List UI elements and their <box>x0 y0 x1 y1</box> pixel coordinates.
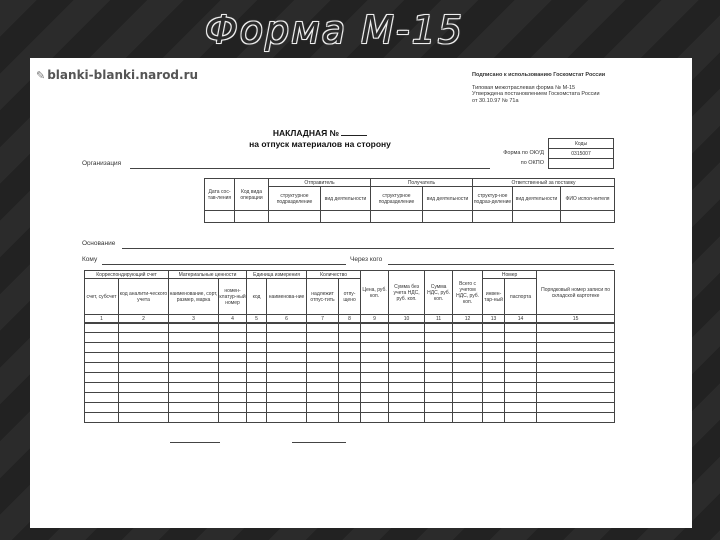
table-cell <box>307 353 339 363</box>
group-sender: Отправитель <box>269 179 371 187</box>
col-to-release: надлежит отпус-тить <box>307 279 339 315</box>
table-cell <box>505 343 537 353</box>
table-cell <box>119 353 169 363</box>
column-number: 9 <box>361 315 389 324</box>
cell-empty <box>513 211 561 223</box>
col-name: наименование, сорт, размер, марка <box>169 279 219 315</box>
table-cell <box>85 403 119 413</box>
col-total: Всего с учетом НДС, руб. коп. <box>453 271 483 315</box>
via-label: Через кого <box>350 256 383 263</box>
group-responsible: Ответственный за поставку <box>473 179 615 187</box>
table-cell <box>483 363 505 373</box>
table-cell <box>85 393 119 403</box>
table-row <box>85 383 615 393</box>
cell-empty <box>235 211 269 223</box>
table-cell <box>247 323 267 333</box>
column-number: 3 <box>169 315 219 324</box>
table-row <box>85 393 615 403</box>
table-row <box>85 413 615 423</box>
col-resp-executor: ФИО испол-нителя <box>561 187 615 211</box>
cell-empty <box>473 211 513 223</box>
via-line <box>388 264 614 265</box>
slide-title: Форма М-15 <box>205 8 464 52</box>
table-cell <box>361 353 389 363</box>
table-row <box>85 323 615 333</box>
table-cell <box>361 413 389 423</box>
table-cell <box>267 413 307 423</box>
table-cell <box>361 363 389 373</box>
group-unit: Единица измерения <box>247 271 307 279</box>
table-row <box>85 403 615 413</box>
table-cell <box>339 383 361 393</box>
cell-empty <box>205 211 235 223</box>
col-sum-no-vat: Сумма без учета НДС, руб. коп. <box>389 271 425 315</box>
total-line-qty <box>292 442 346 443</box>
codes-header: Коды <box>549 139 614 149</box>
table-cell <box>361 343 389 353</box>
table-row <box>85 343 615 353</box>
form-title <box>230 128 410 138</box>
approval-block <box>472 72 687 104</box>
table-cell <box>505 393 537 403</box>
table-cell <box>169 373 219 383</box>
col-passport: паспорта <box>505 279 537 315</box>
col-receiver-activity: вид деятельности <box>423 187 473 211</box>
table-cell <box>119 343 169 353</box>
table-cell <box>219 353 247 363</box>
table-cell <box>537 353 615 363</box>
table-cell <box>267 373 307 383</box>
okpo-value <box>549 159 614 169</box>
col-unit-name: наименова-ние <box>267 279 307 315</box>
column-number: 6 <box>267 315 307 324</box>
table-cell <box>453 363 483 373</box>
table-cell <box>307 373 339 383</box>
table-cell <box>219 393 247 403</box>
table-cell <box>453 393 483 403</box>
table-cell <box>85 363 119 373</box>
table-cell <box>389 413 425 423</box>
col-released: отпу-щено <box>339 279 361 315</box>
table-cell <box>85 383 119 393</box>
table-cell <box>85 353 119 363</box>
table-cell <box>339 323 361 333</box>
table-cell <box>219 413 247 423</box>
table-cell <box>119 403 169 413</box>
table-cell <box>339 373 361 383</box>
okud-value: 0315007 <box>549 149 614 159</box>
table-cell <box>389 373 425 383</box>
table-cell <box>169 393 219 403</box>
table-cell <box>267 323 307 333</box>
col-account: счет, субсчет <box>85 279 119 315</box>
table-cell <box>339 353 361 363</box>
table-cell <box>361 383 389 393</box>
to-line <box>102 264 346 265</box>
column-number: 8 <box>339 315 361 324</box>
table-cell <box>219 333 247 343</box>
table-cell <box>453 323 483 333</box>
cell-empty <box>561 211 615 223</box>
table-cell <box>537 403 615 413</box>
table-cell <box>537 343 615 353</box>
table-cell <box>483 353 505 363</box>
table-cell <box>169 363 219 373</box>
col-resp-activity: вид деятельности <box>513 187 561 211</box>
table-cell <box>267 403 307 413</box>
table-cell <box>361 393 389 403</box>
table-cell <box>389 353 425 363</box>
column-number: 15 <box>537 315 615 324</box>
table-cell <box>119 383 169 393</box>
basis-line <box>122 248 614 249</box>
table-cell <box>483 383 505 393</box>
table-cell <box>119 393 169 403</box>
table-cell <box>307 333 339 343</box>
table-cell <box>389 383 425 393</box>
table-cell <box>505 353 537 363</box>
table-cell <box>219 363 247 373</box>
table-cell <box>453 353 483 363</box>
table-cell <box>389 323 425 333</box>
table-cell <box>85 343 119 353</box>
table-cell <box>169 383 219 393</box>
table-cell <box>483 333 505 343</box>
table-cell <box>339 343 361 353</box>
table-cell <box>361 373 389 383</box>
approval-line: Типовая межотраслевая форма № М-15 <box>472 84 576 91</box>
table-cell <box>267 393 307 403</box>
approval-line: Подписано к использованию Госкомстат России <box>472 72 606 78</box>
col-resp-structural: структур-ное подраз-деление <box>473 187 513 211</box>
table-cell <box>85 373 119 383</box>
organization-label: Организация <box>82 160 122 167</box>
table-cell <box>247 333 267 343</box>
table-cell <box>339 393 361 403</box>
table-cell <box>169 333 219 343</box>
table-cell <box>307 343 339 353</box>
table-cell <box>425 343 453 353</box>
table-cell <box>537 393 615 403</box>
table-cell <box>505 403 537 413</box>
table-cell <box>453 383 483 393</box>
table-cell <box>505 413 537 423</box>
table-cell <box>169 403 219 413</box>
table-cell <box>339 413 361 423</box>
table-cell <box>307 393 339 403</box>
table-cell <box>307 363 339 373</box>
cell-empty <box>423 211 473 223</box>
column-number: 7 <box>307 315 339 324</box>
table-cell <box>389 363 425 373</box>
table-cell <box>247 383 267 393</box>
table-cell <box>119 363 169 373</box>
table-cell <box>339 363 361 373</box>
pen-icon: ✎ <box>36 69 46 82</box>
column-number: 11 <box>425 315 453 324</box>
table-cell <box>483 373 505 383</box>
table-row <box>85 373 615 383</box>
table-cell <box>307 413 339 423</box>
table-row <box>85 363 615 373</box>
table-cell <box>119 333 169 343</box>
okud-label: Форма по ОКУД <box>503 150 544 156</box>
column-number: 4 <box>219 315 247 324</box>
group-quantity: Количество <box>307 271 361 279</box>
approval-line: Утверждена постановлением Госкомстата России <box>472 91 600 97</box>
column-number: 1 <box>85 315 119 324</box>
table-cell <box>425 353 453 363</box>
table-cell <box>453 413 483 423</box>
table-cell <box>85 333 119 343</box>
total-line-name <box>170 442 220 443</box>
organization-line <box>130 168 490 169</box>
table-cell <box>119 413 169 423</box>
cell-empty <box>371 211 423 223</box>
form-sheet <box>30 58 692 528</box>
table-cell <box>361 323 389 333</box>
group-materials: Материальные ценности <box>169 271 247 279</box>
table-cell <box>505 333 537 343</box>
column-number: 10 <box>389 315 425 324</box>
table-cell <box>505 363 537 373</box>
table-cell <box>247 363 267 373</box>
col-analytic: код аналити-ческого учета <box>119 279 169 315</box>
table-cell <box>219 403 247 413</box>
table-cell <box>361 333 389 343</box>
table-cell <box>85 413 119 423</box>
table-cell <box>537 373 615 383</box>
table-cell <box>219 383 247 393</box>
table-cell <box>267 363 307 373</box>
form-subtitle: на отпуск материалов на сторону <box>249 139 391 149</box>
site-watermark <box>36 68 198 82</box>
table-cell <box>505 373 537 383</box>
table-cell <box>267 383 307 393</box>
table-cell <box>247 413 267 423</box>
table-cell <box>389 393 425 403</box>
table-cell <box>247 393 267 403</box>
table-cell <box>453 333 483 343</box>
table-cell <box>119 373 169 383</box>
codes-table <box>548 138 614 169</box>
okpo-label: по ОКПО <box>520 160 544 166</box>
table-cell <box>483 413 505 423</box>
col-vat: Сумма НДС, руб. коп. <box>425 271 453 315</box>
column-number: 14 <box>505 315 537 324</box>
table-cell <box>267 343 307 353</box>
table-cell <box>169 323 219 333</box>
table-row <box>85 333 615 343</box>
table-cell <box>483 393 505 403</box>
basis-label: Основание <box>82 240 116 247</box>
column-number: 5 <box>247 315 267 324</box>
table-cell <box>169 413 219 423</box>
table-cell <box>453 343 483 353</box>
group-correspondent: Корреспондирующий счет <box>85 271 169 279</box>
table-cell <box>307 323 339 333</box>
col-price: Цена, руб. коп. <box>361 271 389 315</box>
form-title-line1: НАКЛАДНАЯ № <box>272 128 340 138</box>
table-cell <box>425 333 453 343</box>
table-cell <box>361 403 389 413</box>
table-cell <box>425 323 453 333</box>
table-cell <box>505 323 537 333</box>
table-cell <box>85 323 119 333</box>
table-cell <box>483 323 505 333</box>
table-cell <box>389 403 425 413</box>
table-cell <box>537 413 615 423</box>
table-cell <box>425 393 453 403</box>
table-cell <box>483 403 505 413</box>
materials-table <box>84 270 615 324</box>
table-cell <box>247 353 267 363</box>
column-number: 12 <box>453 315 483 324</box>
table-cell <box>537 333 615 343</box>
table-cell <box>267 333 307 343</box>
group-receiver: Получатель <box>371 179 473 187</box>
to-label: Кому <box>82 256 98 263</box>
table-cell <box>483 343 505 353</box>
table-cell <box>537 363 615 373</box>
table-cell <box>247 343 267 353</box>
table-cell <box>219 323 247 333</box>
table-cell <box>425 363 453 373</box>
cell-empty <box>321 211 371 223</box>
table-cell <box>425 403 453 413</box>
table-cell <box>425 373 453 383</box>
table-cell <box>537 323 615 333</box>
table-cell <box>537 383 615 393</box>
table-cell <box>339 333 361 343</box>
col-sender-structural: структурное подразделение <box>269 187 321 211</box>
table-cell <box>219 343 247 353</box>
site-name: blanki-blanki.narod.ru <box>47 68 199 82</box>
table-row <box>85 353 615 363</box>
table-cell <box>219 373 247 383</box>
col-date: Дата сос-тав-ления <box>205 179 235 211</box>
table-cell <box>425 383 453 393</box>
table-cell <box>267 353 307 363</box>
table-cell <box>169 353 219 363</box>
table-cell <box>119 323 169 333</box>
group-number: Номер <box>483 271 537 279</box>
table-cell <box>389 333 425 343</box>
table-cell <box>247 373 267 383</box>
table-cell <box>307 383 339 393</box>
col-sender-activity: вид деятельности <box>321 187 371 211</box>
table-cell <box>453 373 483 383</box>
col-receiver-structural: структурное подразделение <box>371 187 423 211</box>
col-unit-code: код <box>247 279 267 315</box>
col-inventory: инвен-тар-ный <box>483 279 505 315</box>
table-cell <box>453 403 483 413</box>
column-number: 13 <box>483 315 505 324</box>
col-op-code: Код вида операции <box>235 179 269 211</box>
table-cell <box>425 413 453 423</box>
parties-table <box>204 178 615 223</box>
materials-body <box>84 322 615 423</box>
approval-line: от 30.10.97 № 71а <box>472 97 519 104</box>
table-cell <box>169 343 219 353</box>
col-nomen: номен-клатур-ный номер <box>219 279 247 315</box>
table-cell <box>339 403 361 413</box>
table-cell <box>389 343 425 353</box>
column-number: 2 <box>119 315 169 324</box>
col-card: Порядковый номер записи по складской картотеке <box>537 271 615 315</box>
table-cell <box>505 383 537 393</box>
cell-empty <box>269 211 321 223</box>
table-cell <box>247 403 267 413</box>
table-cell <box>307 403 339 413</box>
